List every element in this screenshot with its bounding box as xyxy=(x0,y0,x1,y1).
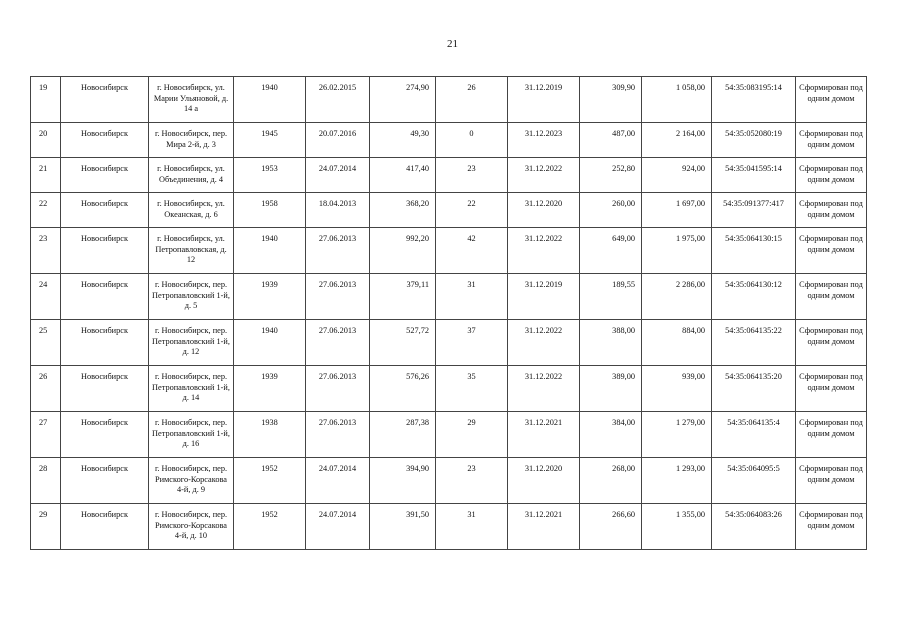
address-cell: г. Новосибирск, пер. Римского-Корсакова 4-й, д. 9 xyxy=(149,458,234,504)
inspection-date-cell: 27.06.2013 xyxy=(306,412,370,458)
deadline-date-cell: 31.12.2020 xyxy=(508,193,580,228)
city-cell: Новосибирск xyxy=(61,274,149,320)
row-number: 29 xyxy=(31,504,61,550)
area-cell: 394,90 xyxy=(370,458,436,504)
build-year-cell: 1939 xyxy=(234,274,306,320)
land-status-cell: Сформирован под одним домом xyxy=(796,504,867,550)
deadline-date-cell: 31.12.2022 xyxy=(508,366,580,412)
cadastral-number-cell: 54:35:064130:12 xyxy=(712,274,796,320)
value-1-cell: 309,90 xyxy=(580,77,642,123)
deadline-date-cell: 31.12.2019 xyxy=(508,77,580,123)
city-cell: Новосибирск xyxy=(61,412,149,458)
residents-count-cell: 26 xyxy=(436,77,508,123)
value-2-cell: 924,00 xyxy=(642,158,712,193)
deadline-date-cell: 31.12.2022 xyxy=(508,320,580,366)
cadastral-number-cell: 54:35:083195:14 xyxy=(712,77,796,123)
area-cell: 274,90 xyxy=(370,77,436,123)
table-row xyxy=(31,274,867,320)
build-year-cell: 1953 xyxy=(234,158,306,193)
table-row xyxy=(31,228,867,274)
deadline-date-cell: 31.12.2019 xyxy=(508,274,580,320)
cadastral-number-cell: 54:35:064083:26 xyxy=(712,504,796,550)
value-1-cell: 189,55 xyxy=(580,274,642,320)
table-row xyxy=(31,77,867,123)
residents-count-cell: 31 xyxy=(436,274,508,320)
value-2-cell: 939,00 xyxy=(642,366,712,412)
value-1-cell: 266,60 xyxy=(580,504,642,550)
page-number: 21 xyxy=(447,38,458,50)
deadline-date-cell: 31.12.2021 xyxy=(508,412,580,458)
city-cell: Новосибирск xyxy=(61,228,149,274)
cadastral-number-cell: 54:35:064135:20 xyxy=(712,366,796,412)
deadline-date-cell: 31.12.2021 xyxy=(508,504,580,550)
address-cell: г. Новосибирск, пер. Петропавловский 1-й, д. 16 xyxy=(149,412,234,458)
land-status-cell: Сформирован под одним домом xyxy=(796,320,867,366)
value-1-cell: 487,00 xyxy=(580,123,642,158)
table-row xyxy=(31,412,867,458)
area-cell: 287,38 xyxy=(370,412,436,458)
value-2-cell: 1 355,00 xyxy=(642,504,712,550)
inspection-date-cell: 18.04.2013 xyxy=(306,193,370,228)
build-year-cell: 1940 xyxy=(234,320,306,366)
row-number: 22 xyxy=(31,193,61,228)
city-cell: Новосибирск xyxy=(61,193,149,228)
inspection-date-cell: 24.07.2014 xyxy=(306,458,370,504)
table-row xyxy=(31,123,867,158)
build-year-cell: 1938 xyxy=(234,412,306,458)
city-cell: Новосибирск xyxy=(61,123,149,158)
land-status-cell: Сформирован под одним домом xyxy=(796,158,867,193)
deadline-date-cell: 31.12.2022 xyxy=(508,228,580,274)
residents-count-cell: 29 xyxy=(436,412,508,458)
city-cell: Новосибирск xyxy=(61,320,149,366)
inspection-date-cell: 24.07.2014 xyxy=(306,158,370,193)
value-1-cell: 260,00 xyxy=(580,193,642,228)
address-cell: г. Новосибирск, ул. Петропавловская, д. 12 xyxy=(149,228,234,274)
build-year-cell: 1958 xyxy=(234,193,306,228)
land-status-cell: Сформирован под одним домом xyxy=(796,228,867,274)
cadastral-number-cell: 54:35:064135:4 xyxy=(712,412,796,458)
housing-registry-table xyxy=(30,76,867,550)
build-year-cell: 1945 xyxy=(234,123,306,158)
inspection-date-cell: 27.06.2013 xyxy=(306,366,370,412)
value-2-cell: 1 697,00 xyxy=(642,193,712,228)
inspection-date-cell: 20.07.2016 xyxy=(306,123,370,158)
value-1-cell: 389,00 xyxy=(580,366,642,412)
row-number: 24 xyxy=(31,274,61,320)
residents-count-cell: 37 xyxy=(436,320,508,366)
address-cell: г. Новосибирск, ул. Океанская, д. 6 xyxy=(149,193,234,228)
residents-count-cell: 42 xyxy=(436,228,508,274)
value-2-cell: 2 286,00 xyxy=(642,274,712,320)
cadastral-number-cell: 54:35:091377:417 xyxy=(712,193,796,228)
residents-count-cell: 23 xyxy=(436,458,508,504)
table-row xyxy=(31,320,867,366)
value-2-cell: 1 975,00 xyxy=(642,228,712,274)
city-cell: Новосибирск xyxy=(61,77,149,123)
land-status-cell: Сформирован под одним домом xyxy=(796,412,867,458)
land-status-cell: Сформирован под одним домом xyxy=(796,193,867,228)
address-cell: г. Новосибирск, пер. Петропавловский 1-й, д. 5 xyxy=(149,274,234,320)
row-number: 21 xyxy=(31,158,61,193)
row-number: 25 xyxy=(31,320,61,366)
row-number: 26 xyxy=(31,366,61,412)
value-2-cell: 1 279,00 xyxy=(642,412,712,458)
land-status-cell: Сформирован под одним домом xyxy=(796,458,867,504)
value-2-cell: 1 293,00 xyxy=(642,458,712,504)
build-year-cell: 1940 xyxy=(234,228,306,274)
cadastral-number-cell: 54:35:064095:5 xyxy=(712,458,796,504)
area-cell: 49,30 xyxy=(370,123,436,158)
row-number: 20 xyxy=(31,123,61,158)
address-cell: г. Новосибирск, ул. Марии Ульяновой, д. 14 а xyxy=(149,77,234,123)
inspection-date-cell: 27.06.2013 xyxy=(306,228,370,274)
residents-count-cell: 23 xyxy=(436,158,508,193)
inspection-date-cell: 26.02.2015 xyxy=(306,77,370,123)
city-cell: Новосибирск xyxy=(61,504,149,550)
address-cell: г. Новосибирск, пер. Петропавловский 1-й, д. 12 xyxy=(149,320,234,366)
cadastral-number-cell: 54:35:052080:19 xyxy=(712,123,796,158)
cadastral-number-cell: 54:35:041595:14 xyxy=(712,158,796,193)
address-cell: г. Новосибирск, ул. Объединения, д. 4 xyxy=(149,158,234,193)
inspection-date-cell: 27.06.2013 xyxy=(306,320,370,366)
value-2-cell: 2 164,00 xyxy=(642,123,712,158)
build-year-cell: 1952 xyxy=(234,504,306,550)
value-1-cell: 649,00 xyxy=(580,228,642,274)
city-cell: Новосибирск xyxy=(61,366,149,412)
area-cell: 391,50 xyxy=(370,504,436,550)
table-row xyxy=(31,504,867,550)
table-row xyxy=(31,158,867,193)
residents-count-cell: 22 xyxy=(436,193,508,228)
table-row xyxy=(31,366,867,412)
land-status-cell: Сформирован под одним домом xyxy=(796,274,867,320)
build-year-cell: 1940 xyxy=(234,77,306,123)
table-row xyxy=(31,458,867,504)
land-status-cell: Сформирован под одним домом xyxy=(796,77,867,123)
deadline-date-cell: 31.12.2022 xyxy=(508,158,580,193)
area-cell: 992,20 xyxy=(370,228,436,274)
address-cell: г. Новосибирск, пер. Петропавловский 1-й, д. 14 xyxy=(149,366,234,412)
row-number: 19 xyxy=(31,77,61,123)
cadastral-number-cell: 54:35:064130:15 xyxy=(712,228,796,274)
build-year-cell: 1939 xyxy=(234,366,306,412)
land-status-cell: Сформирован под одним домом xyxy=(796,123,867,158)
residents-count-cell: 35 xyxy=(436,366,508,412)
inspection-date-cell: 27.06.2013 xyxy=(306,274,370,320)
row-number: 28 xyxy=(31,458,61,504)
build-year-cell: 1952 xyxy=(234,458,306,504)
value-2-cell: 884,00 xyxy=(642,320,712,366)
value-1-cell: 388,00 xyxy=(580,320,642,366)
residents-count-cell: 31 xyxy=(436,504,508,550)
inspection-date-cell: 24.07.2014 xyxy=(306,504,370,550)
area-cell: 576,26 xyxy=(370,366,436,412)
deadline-date-cell: 31.12.2023 xyxy=(508,123,580,158)
row-number: 27 xyxy=(31,412,61,458)
value-1-cell: 268,00 xyxy=(580,458,642,504)
city-cell: Новосибирск xyxy=(61,158,149,193)
area-cell: 527,72 xyxy=(370,320,436,366)
table-row xyxy=(31,193,867,228)
cadastral-number-cell: 54:35:064135:22 xyxy=(712,320,796,366)
area-cell: 417,40 xyxy=(370,158,436,193)
residents-count-cell: 0 xyxy=(436,123,508,158)
area-cell: 368,20 xyxy=(370,193,436,228)
land-status-cell: Сформирован под одним домом xyxy=(796,366,867,412)
city-cell: Новосибирск xyxy=(61,458,149,504)
row-number: 23 xyxy=(31,228,61,274)
deadline-date-cell: 31.12.2020 xyxy=(508,458,580,504)
address-cell: г. Новосибирск, пер. Римского-Корсакова 4-й, д. 10 xyxy=(149,504,234,550)
value-2-cell: 1 058,00 xyxy=(642,77,712,123)
value-1-cell: 384,00 xyxy=(580,412,642,458)
area-cell: 379,11 xyxy=(370,274,436,320)
value-1-cell: 252,80 xyxy=(580,158,642,193)
address-cell: г. Новосибирск, пер. Мира 2-й, д. 3 xyxy=(149,123,234,158)
